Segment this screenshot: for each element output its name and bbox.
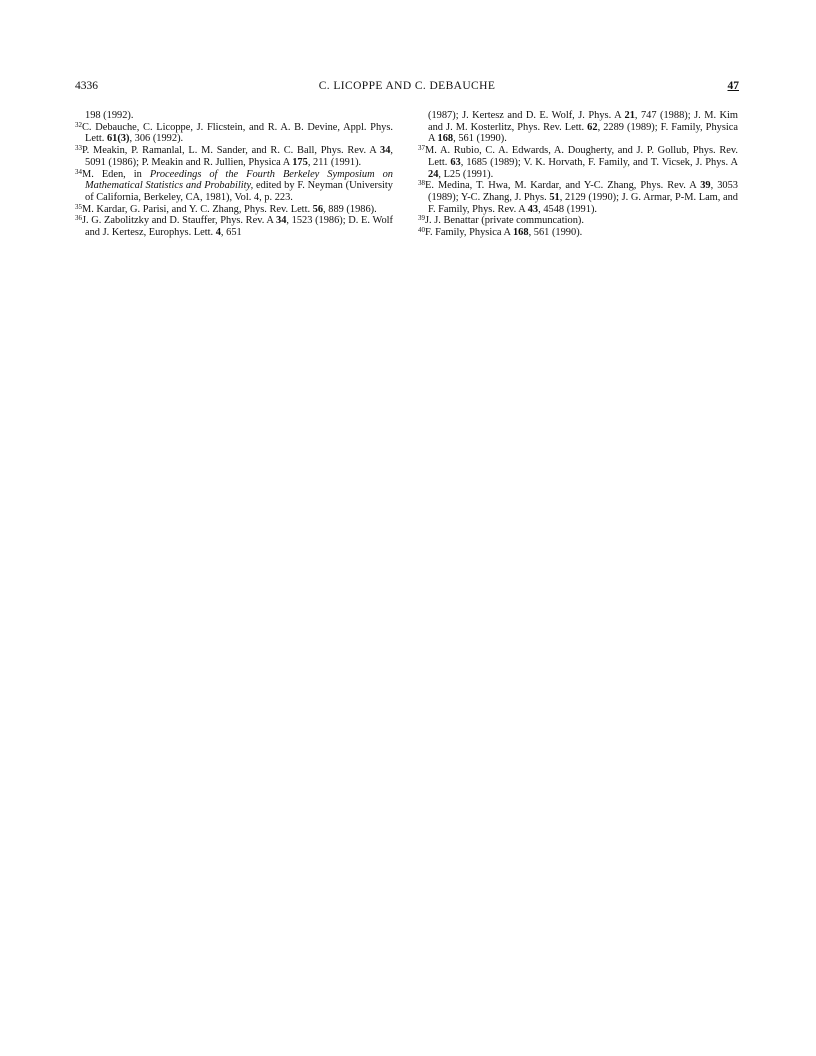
volume-number: 47 <box>727 80 739 92</box>
reference-40: $^{40}$F. Family, Physica A 168, 561 (1990). <box>418 226 583 239</box>
reference-34: $^{34}$M. Eden, in Proceedings of the Fourth Berkeley Symposium on Mathematical Statistics and Probability, edited by F. Neyman (University of California, Berkeley, CA, 1981), Vol. 4, p. 223. <box>75 167 393 203</box>
reference-32: $^{32}$C. Debauche, C. Licoppe, J. Flicstein, and R. A. B. Devine, Appl. Phys. Lett. 61(3), 306 (1992). <box>75 120 393 145</box>
references-right-column <box>418 110 738 239</box>
reference-37: $^{37}$M. A. Rubio, C. A. Edwards, A. Dougherty, and J. P. Gollub, Phys. Rev. Lett. 63, 1685 (1989); V. K. Horvath, F. Family, and T. Vicsek, J. Phys. A 24, L25 (1991). <box>418 144 738 180</box>
references-left-column <box>75 110 393 239</box>
reference-35: $^{35}$M. Kardar, G. Parisi, and Y. C. Zhang, Phys. Rev. Lett. 56, 889 (1986). <box>75 202 377 215</box>
reference-36: $^{36}$J. G. Zabolitzky and D. Stauffer, Phys. Rev. A 34, 1523 (1986); D. E. Wolf and J. Kertesz, Europhys. Lett. 4, 651 <box>75 214 393 239</box>
page-number: 4336 <box>75 80 98 92</box>
reference-continuation: 198 (1992). <box>85 110 134 121</box>
reference-33: $^{33}$P. Meakin, P. Ramanlal, L. M. Sander, and R. C. Ball, Phys. Rev. A 34, 5091 (1986); P. Meakin and R. Jullien, Physica A 175, 211 (1991). <box>75 144 393 168</box>
page-header <box>75 80 739 98</box>
reference-38: $^{38}$E. Medina, T. Hwa, M. Kardar, and Y-C. Zhang, Phys. Rev. A 39, 3053 (1989); Y-C. Zhang, J. Phys. 51, 2129 (1990); J. G. Armar, P-M. Lam, and F. Family, Phys. Rev. A 43, 4548 (1991). <box>418 179 739 215</box>
running-title: C. LICOPPE AND C. DEBAUCHE <box>318 80 496 92</box>
reference-39: $^{39}$J. J. Benattar (private communcation). <box>418 214 584 227</box>
reference-36-continuation: (1987); J. Kertesz and D. E. Wolf, J. Phys. A 21, 747 (1988); J. M. Kim and J. M. Kosterlitz, Phys. Rev. Lett. 62, 2289 (1989); F. Family, Physica A 168, 561 (1990). <box>428 110 738 145</box>
